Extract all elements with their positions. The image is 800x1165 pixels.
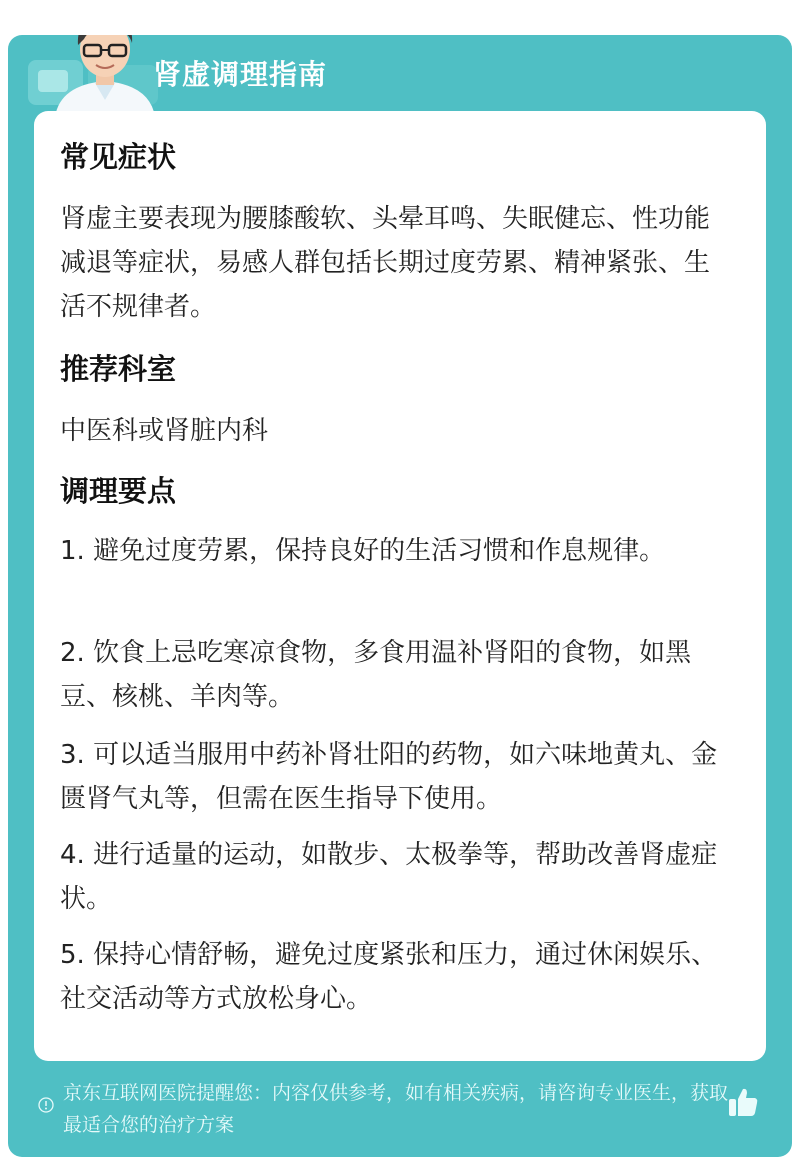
symptoms-text: 肾虚主要表现为腰膝酸软、头晕耳鸣、失眠健忘、性功能减退等症状，易感人群包括长期过度劳累、精神紧张、生活不规律者。	[60, 204, 711, 322]
section-title-department: 推荐科室	[60, 352, 177, 386]
tip-item: 1. 避免过度劳累，保持良好的生活习惯和作息规律。	[60, 536, 666, 566]
section-title-symptoms: 常见症状	[60, 140, 177, 174]
tip-item: 2. 饮食上忌吃寒凉食物，多食用温补肾阳的食物，如黑豆、核桃、羊肉等。	[60, 638, 692, 712]
tip-item: 4. 进行适量的运动，如散步、太极拳等，帮助改善肾虚症状。	[60, 840, 718, 914]
info-icon	[38, 1097, 54, 1113]
section-title-tips: 调理要点	[60, 474, 177, 508]
page-title: 肾虚调理指南	[153, 58, 328, 91]
footer-disclaimer: 京东互联网医院提醒您：内容仅供参考，如有相关疾病，请咨询专业医生，获取最适合您的治疗方案	[63, 1082, 729, 1136]
thumbs-up-icon[interactable]	[726, 1085, 760, 1119]
doctor-avatar-icon	[50, 35, 160, 117]
department-text: 中医科或肾脏内科	[60, 416, 269, 446]
tip-item: 3. 可以适当服用中药补肾壮阳的药物，如六味地黄丸、金匮肾气丸等，但需在医生指导下使用。	[60, 740, 718, 814]
content-card	[34, 111, 766, 1061]
tip-item: 5. 保持心情舒畅，避免过度紧张和压力，通过休闲娱乐、社交活动等方式放松身心。	[60, 940, 718, 1014]
guide-frame	[8, 35, 792, 1157]
